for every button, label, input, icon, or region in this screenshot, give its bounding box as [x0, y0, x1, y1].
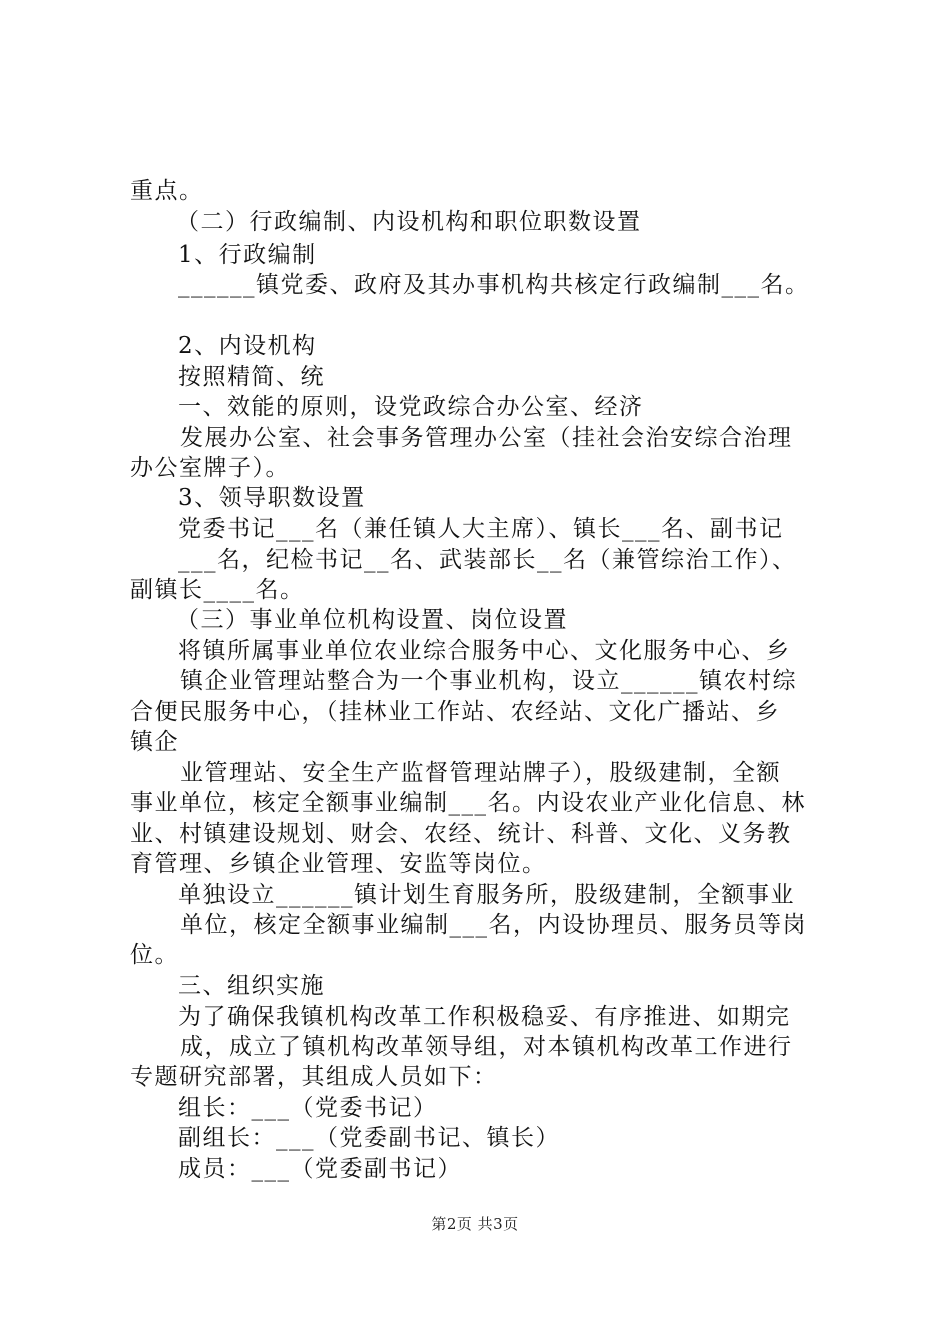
text-line: 专题研究部署，其组成人员如下：: [130, 1064, 498, 1090]
text-line: 单位，核定全额事业编制___名，内设协理员、服务员等岗: [180, 912, 807, 938]
text-line: 合便民服务中心，（挂林业工作站、农经站、文化广播站、乡: [130, 699, 780, 725]
section-heading: 三、组织实施: [178, 973, 325, 999]
text-line: 党委书记___名（兼任镇人大主席）、镇长___名、副书记: [178, 516, 784, 542]
text-line: 单独设立______镇计划生育服务所，股级建制，全额事业: [178, 882, 795, 908]
section-heading: （三）事业单位机构设置、岗位设置: [176, 607, 568, 633]
text-line: 发展办公室、社会事务管理办公室（挂社会治安综合治理: [180, 425, 793, 451]
text-line: 将镇所属事业单位农业综合服务中心、文化服务中心、乡: [178, 638, 791, 664]
text-line: 副镇长____名。: [130, 577, 305, 603]
text-line: 业管理站、安全生产监督管理站牌子），股级建制，全额: [180, 760, 781, 786]
text-line: 按照精简、统: [178, 364, 325, 390]
text-line: 位。: [130, 942, 179, 968]
text-line: 组长：___（党委书记）: [178, 1095, 438, 1121]
text-line: 为了确保我镇机构改革工作积极稳妥、有序推进、如期完: [178, 1004, 791, 1030]
subsection-heading: 1、行政编制: [178, 242, 317, 268]
text-line: ___名，纪检书记__名、武装部长__名（兼管综治工作）、: [178, 547, 797, 573]
section-heading: （二）行政编制、内设机构和职位职数设置: [176, 209, 642, 235]
subsection-heading: 3、领导职数设置: [178, 485, 366, 511]
page-number-footer: 第2页 共3页: [431, 1215, 519, 1233]
text-line: 育管理、乡镇企业管理、安监等岗位。: [130, 851, 547, 877]
text-line: 成，成立了镇机构改革领导组，对本镇机构改革工作进行: [180, 1034, 793, 1060]
subsection-heading: 2、内设机构: [178, 333, 317, 359]
text-line: 副组长：___（党委副书记、镇长）: [178, 1125, 560, 1151]
text-line: 事业单位，核定全额事业编制___名。内设农业产业化信息、林: [130, 790, 806, 816]
text-line: ______镇党委、政府及其办事机构共核定行政编制___名。: [178, 272, 810, 298]
text-line: 镇企业管理站整合为一个事业机构，设立______镇农村综: [180, 668, 797, 694]
text-line: 镇企: [130, 729, 179, 755]
text-line: 办公室牌子）。: [130, 455, 290, 481]
text-line: 成员：___（党委副书记）: [178, 1156, 462, 1182]
text-line: 一、效能的原则，设党政综合办公室、经济: [178, 394, 644, 420]
text-line: 业、村镇建设规划、财会、农经、统计、科普、文化、义务教: [130, 821, 792, 847]
text-line: 重点。: [130, 178, 204, 204]
